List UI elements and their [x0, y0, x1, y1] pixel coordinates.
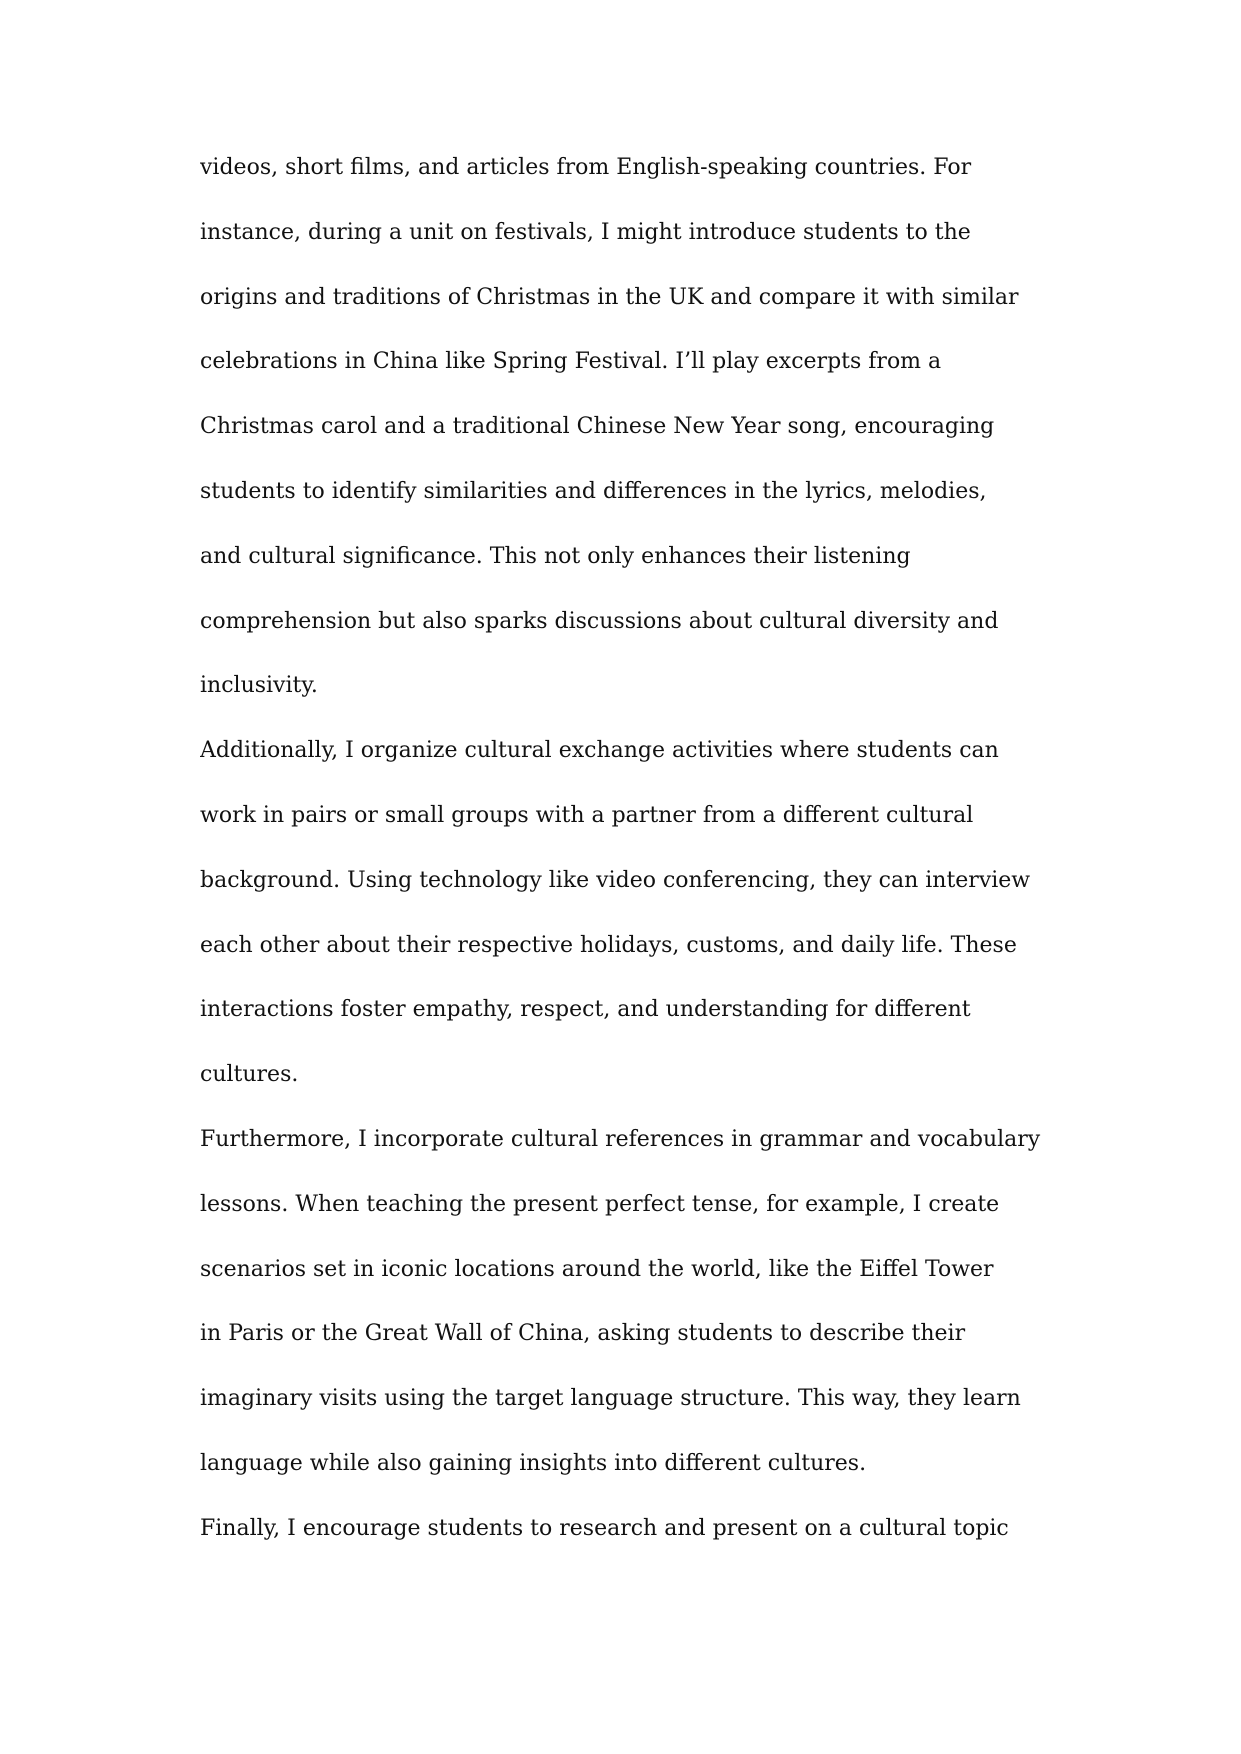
text-line: work in pairs or small groups with a partner from a different cultural	[200, 802, 974, 828]
text-line: background. Using technology like video conferencing, they can interview	[200, 867, 1031, 893]
text-line: and cultural significance. This not only enhances their listening	[200, 543, 911, 569]
text-line: origins and traditions of Christmas in the UK and compare it with similar	[200, 284, 1019, 310]
text-line: inclusivity.	[200, 673, 318, 699]
text-line: scenarios set in iconic locations around the world, like the Eiffel Tower	[200, 1256, 994, 1282]
text-line: Additionally, I organize cultural exchange activities where students can	[200, 738, 999, 764]
text-line: in Paris or the Great Wall of China, asking students to describe their	[200, 1321, 966, 1347]
text-line: imaginary visits using the target language structure. This way, they learn	[200, 1386, 1021, 1412]
text-line: instance, during a unit on festivals, I might introduce students to the	[200, 219, 971, 245]
text-line: Finally, I encourage students to research and present on a cultural topic	[200, 1515, 1009, 1541]
text-line: Christmas carol and a traditional Chinese New Year song, encouraging	[200, 414, 995, 440]
body-text	[200, 136, 1092, 1562]
text-line: students to identify similarities and differences in the lyrics, melodies,	[200, 478, 987, 504]
text-line: cultures.	[200, 1062, 299, 1088]
text-line: celebrations in China like Spring Festival. I’ll play excerpts from a	[200, 349, 942, 375]
text-line: language while also gaining insights into different cultures.	[200, 1450, 867, 1476]
text-line: lessons. When teaching the present perfect tense, for example, I create	[200, 1191, 1000, 1217]
text-line: comprehension but also sparks discussions about cultural diversity and	[200, 608, 999, 634]
text-line: interactions foster empathy, respect, and understanding for different	[200, 997, 971, 1023]
text-line: each other about their respective holidays, customs, and daily life. These	[200, 932, 1017, 958]
text-line: videos, short films, and articles from English-speaking countries. For	[200, 155, 972, 180]
text-line: Furthermore, I incorporate cultural references in grammar and vocabulary	[200, 1126, 1041, 1152]
